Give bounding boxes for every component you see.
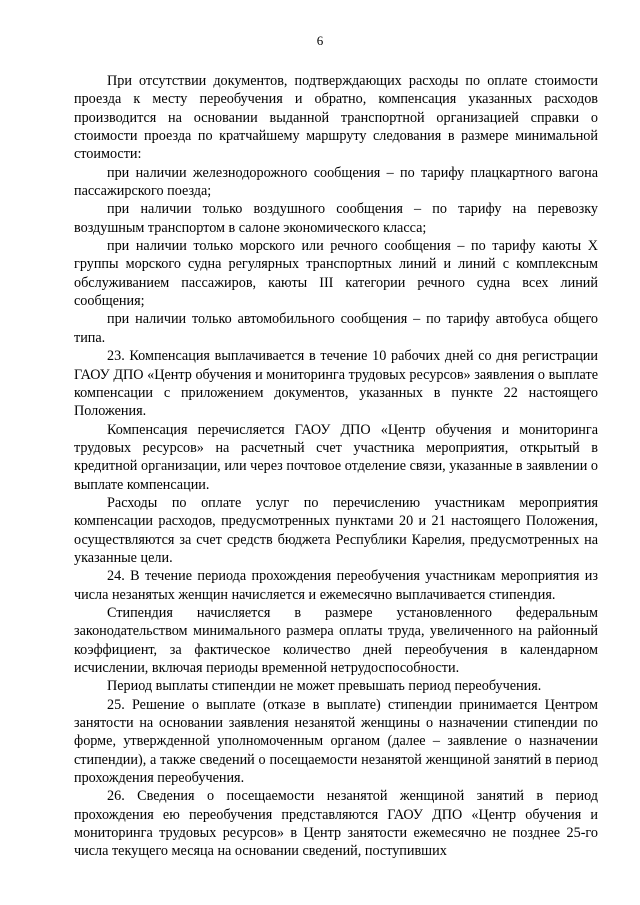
paragraph-air-tariff: при наличии только воздушного сообщения – по тарифу на перевозку воздушным транспортом в салоне экономического класса;: [74, 201, 598, 236]
paragraph-clause-25: 25. Решение о выплате (отказе в выплате) стипендии принимается Центром занятости на основании заявления незанятой женщины о назначении стипендии по форме, утвержденной уполномоченным органом (далее – заявление о назначении стипендии), а также сведений о посещаемости незанятой женщиной занятий в период прохождения переобучения.: [74, 696, 598, 787]
paragraph-stipend-period: Период выплаты стипендии не может превышать период переобучения.: [107, 678, 542, 695]
document-body: [74, 72, 598, 861]
paragraph-stipend-amount: Стипендия начисляется в размере установленного федеральным законодательством минимального размера оплаты труда, увеличенного на районный коэффициент, за фактическое количество дней переобучения в календарном исчислении, включая периоды временной нетрудоспособности.: [74, 604, 598, 676]
paragraph-railway-tariff: при наличии железнодорожного сообщения – по тарифу плацкартного вагона пассажирского поезда;: [74, 164, 598, 200]
paragraph-bus-tariff: при наличии только автомобильного сообщения – по тарифу автобуса общего типа.: [74, 311, 598, 346]
paragraph-compensation-transfer: Компенсация перечисляется ГАОУ ДПО «Центр обучения и мониторинга трудовых ресурсов» на расчетный счет участника мероприятия, открытый в кредитной организации, или через почтовое отделение связи, указанные в заявлении о выплате компенсации.: [74, 421, 598, 493]
paragraph-clause-24: 24. В течение периода прохождения переобучения участникам мероприятия из числа незанятых женщин начисляется и ежемесячно выплачивается стипендия.: [74, 568, 598, 603]
paragraph-transfer-costs: Расходы по оплате услуг по перечислению участникам мероприятия компенсации расходов, предусмотренных пунктами 20 и 21 настоящего Положения, осуществляются за счет средств бюджета Республики Карелия, предусмотренных на указанные цели.: [74, 494, 598, 566]
paragraph-sea-river-tariff: при наличии только морского или речного сообщения – по тарифу каюты X группы морского судна регулярных транспортных линий и линий с комплексным обслуживанием пассажиров, каюты III категории речного судна всех линий сообщения;: [74, 238, 598, 310]
paragraph-clause-23: 23. Компенсация выплачивается в течение 10 рабочих дней со дня регистрации ГАОУ ДПО «Центр обучения и мониторинга трудовых ресурсов» заявления о выплате компенсации с приложением документов, указанных в пункте 22 настоящего Положения.: [74, 348, 598, 420]
paragraph-no-documents-intro: При отсутствии документов, подтверждающих расходы по оплате стоимости проезда к месту переобучения и обратно, компенсация указанных расходов производится на основании выданной транспортной организацией справки о стоимости проезда по кратчайшему маршруту следования в размере минимальной стоимости:: [74, 73, 598, 163]
paragraph-clause-26: 26. Сведения о посещаемости незанятой женщиной занятий в период прохождения ею переобучения представляются ГАОУ ДПО «Центр обучения и мониторинга трудовых ресурсов» в Центр занятости ежемесячно не позднее 25-го числа текущего месяца на основании сведений, поступивших: [74, 788, 598, 860]
page-number: 6: [316, 33, 324, 48]
